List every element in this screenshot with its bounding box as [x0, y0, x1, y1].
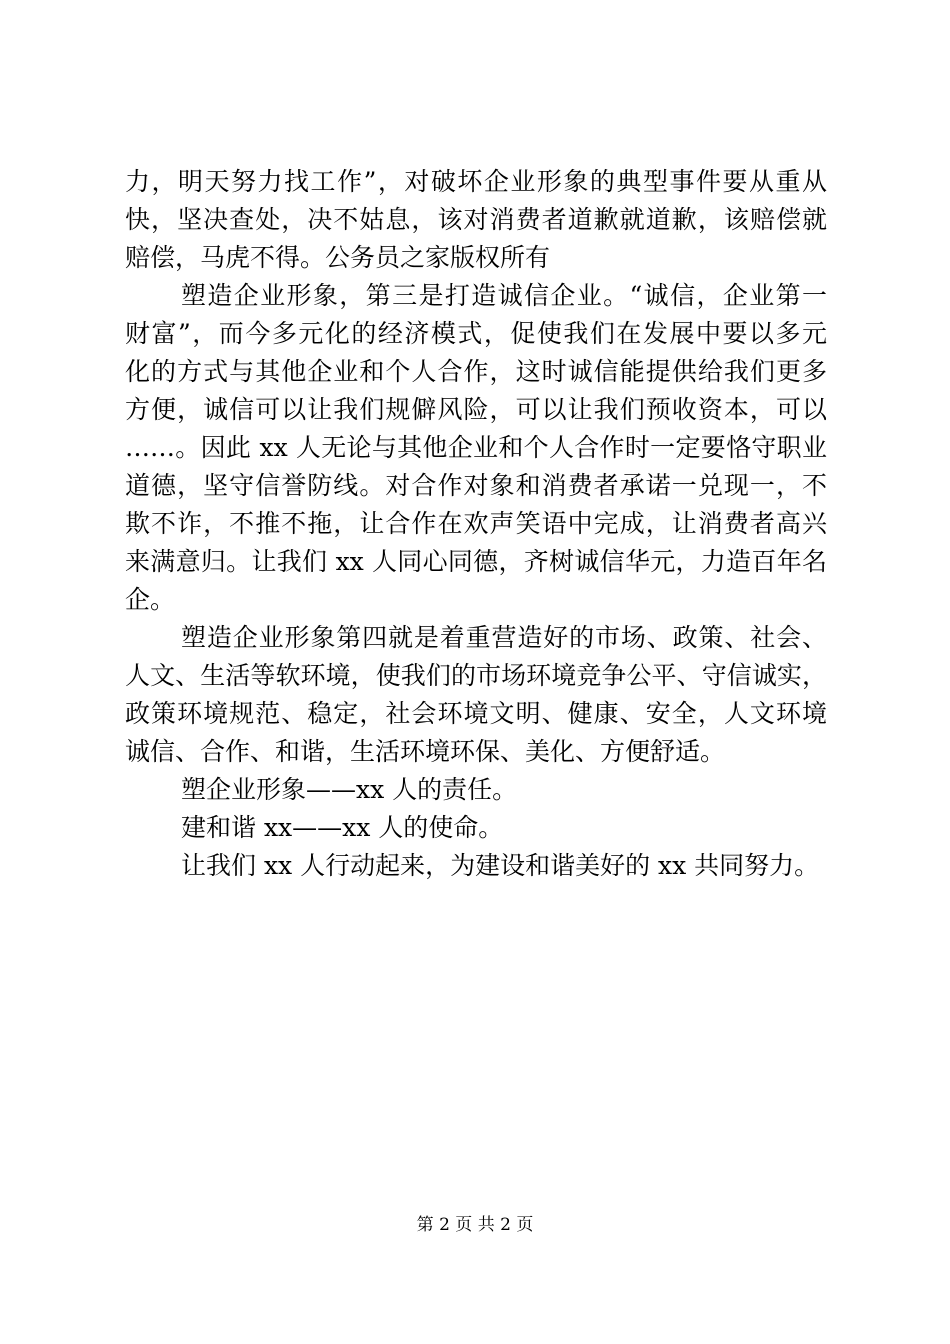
text-line-content: 让我们 xx 人行动起来，为建设和谐美好的 xx 共同努力。 — [181, 851, 820, 880]
text-line — [0, 733, 950, 771]
text-line — [0, 467, 950, 505]
text-line — [0, 391, 950, 429]
paragraph-first-line — [0, 619, 950, 657]
text-line-content: 力，明天努力找工作”，对破坏企业形象的典型事件要从重从 — [125, 167, 827, 196]
paragraph-first-line — [0, 847, 950, 885]
text-line-content: 诚信、合作、和谐，生活环境环保、美化、方便舒适。 — [125, 737, 726, 766]
text-line — [0, 581, 950, 619]
text-line-content: 财富”，而今多元化的经济模式，促使我们在发展中要以多元 — [125, 319, 827, 348]
text-line — [0, 315, 950, 353]
text-line — [0, 695, 950, 733]
text-line-content: 塑企业形象——xx 人的责任。 — [181, 775, 518, 804]
text-line — [0, 429, 950, 467]
text-line-content: ……。因此 xx 人无论与其他企业和个人合作时一定要恪守职业 — [125, 433, 827, 462]
paragraph-first-line — [0, 771, 950, 809]
paragraph-first-line — [0, 809, 950, 847]
text-line — [0, 163, 950, 201]
text-line-content: 欺不诈，不推不拖，让合作在欢声笑语中完成，让消费者高兴 — [125, 509, 827, 538]
paragraph-first-line — [0, 277, 950, 315]
text-line — [0, 353, 950, 391]
text-line — [0, 543, 950, 581]
text-line-content: 人文、生活等软环境，使我们的市场环境竞争公平、守信诚实， — [125, 661, 827, 690]
page-number-footer: 第 2 页 共 2 页 — [416, 1215, 534, 1235]
text-line — [0, 201, 950, 239]
text-line-content: 建和谐 xx——xx 人的使命。 — [181, 813, 504, 842]
text-line — [0, 239, 950, 277]
text-line-content: 快，坚决查处，决不姑息，该对消费者道歉就道歉，该赔偿就 — [125, 205, 827, 234]
text-line-content: 企。 — [125, 585, 176, 614]
text-line-content: 来满意归。让我们 xx 人同心同德，齐树诚信华元，力造百年名 — [125, 547, 827, 576]
text-line-content: 塑造企业形象，第三是打造诚信企业。“诚信，企业第一 — [181, 281, 827, 310]
text-line-content: 道德，坚守信誉防线。对合作对象和消费者承诺一兑现一，不 — [125, 471, 827, 500]
text-line — [0, 505, 950, 543]
text-line-content: 赔偿，马虎不得。公务员之家版权所有 — [125, 243, 551, 272]
text-line-content: 塑造企业形象第四就是着重营造好的市场、政策、社会、 — [181, 623, 827, 652]
text-line-content: 政策环境规范、稳定，社会环境文明、健康、安全，人文环境 — [125, 699, 827, 728]
text-line — [0, 657, 950, 695]
text-line-content: 方便，诚信可以让我们规僻风险，可以让我们预收资本，可以 — [125, 395, 827, 424]
text-line-content: 化的方式与其他企业和个人合作，这时诚信能提供给我们更多 — [125, 357, 827, 386]
